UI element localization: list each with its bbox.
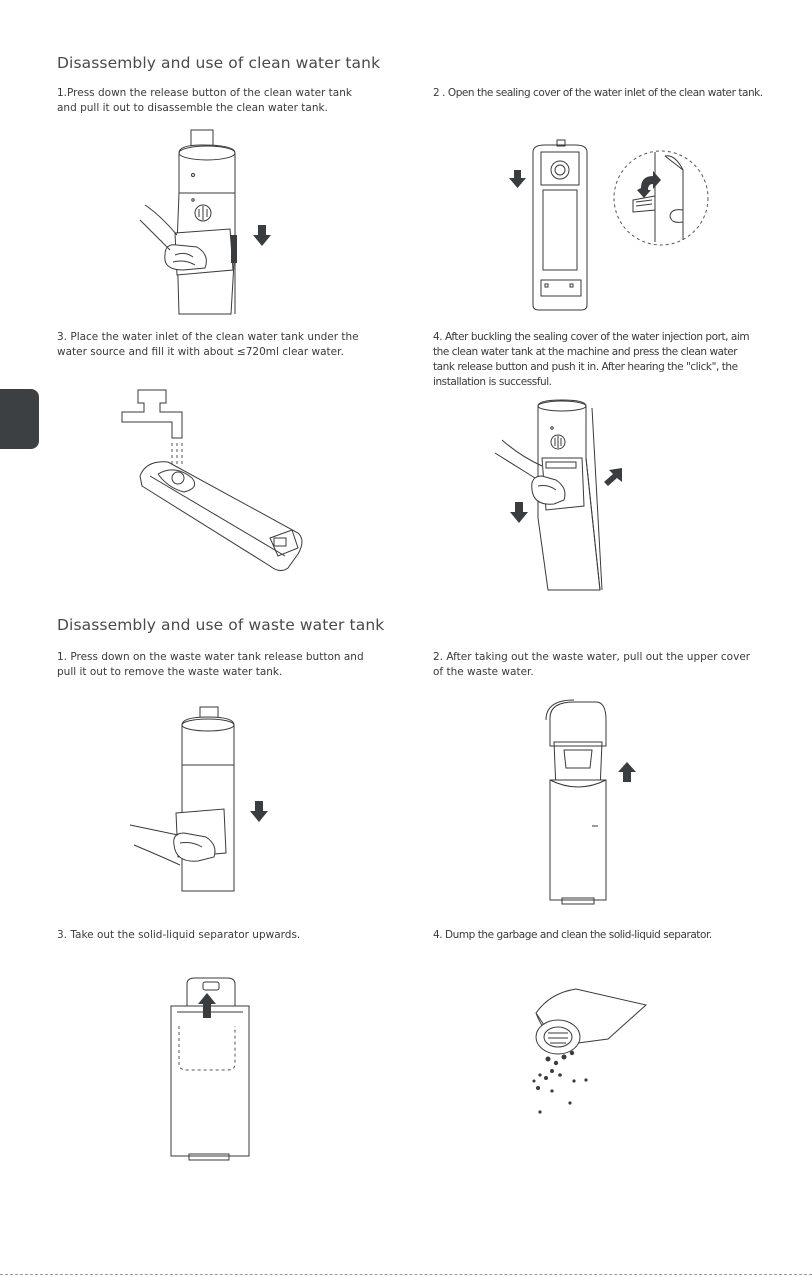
clean-step-1-illustration — [135, 125, 285, 315]
waste-step-3-illustration — [165, 976, 255, 1166]
waste-step-2-text: 2. After taking out the waste water, pull out the upper cover of the waste water. — [433, 651, 751, 678]
arrow-down-icon — [250, 801, 268, 823]
clean-step-2-illustration — [505, 140, 715, 315]
clean-step-4-text: 4. After buckling the sealing cover of the water injection port, aim the clean water tank at the machine and press the clean water tank release button and push it in. After hearing the "click", the installation is successful. — [433, 331, 750, 388]
waste-step-4-illustration — [528, 985, 658, 1125]
chapter-tab — [0, 389, 39, 449]
arrow-up-right-icon — [604, 468, 624, 488]
arrow-up-icon — [618, 762, 636, 782]
waste-step-3-text: 3. Take out the solid-liquid separator upwards. — [57, 929, 301, 941]
page-bottom-rule — [0, 1274, 812, 1275]
waste-step-1-text: 1. Press down on the waste water tank release button and pull it out to remove the waste water tank. — [57, 651, 364, 678]
clean-tank-section-title: Disassembly and use of clean water tank — [57, 54, 381, 72]
arrow-down-icon — [253, 225, 271, 247]
waste-step-1-illustration — [128, 705, 278, 893]
waste-step-2-illustration — [540, 700, 650, 908]
clean-step-1-text: 1.Press down the release button of the clean water tank and pull it out to disassemble the clean water tank. — [57, 87, 352, 114]
clean-step-2-text: 2 . Open the sealing cover of the water inlet of the clean water tank. — [433, 87, 763, 99]
clean-step-3-text: 3. Place the water inlet of the clean water tank under the water source and fill it with about ≤720ml clear water. — [57, 331, 359, 358]
waste-step-4-text: 4. Dump the garbage and clean the solid-liquid separator. — [433, 929, 712, 941]
clean-step-3-illustration — [120, 388, 310, 578]
waste-tank-section-title: Disassembly and use of waste water tank — [57, 616, 385, 634]
clean-step-4-illustration — [490, 398, 640, 593]
arrow-down-icon — [510, 502, 528, 524]
